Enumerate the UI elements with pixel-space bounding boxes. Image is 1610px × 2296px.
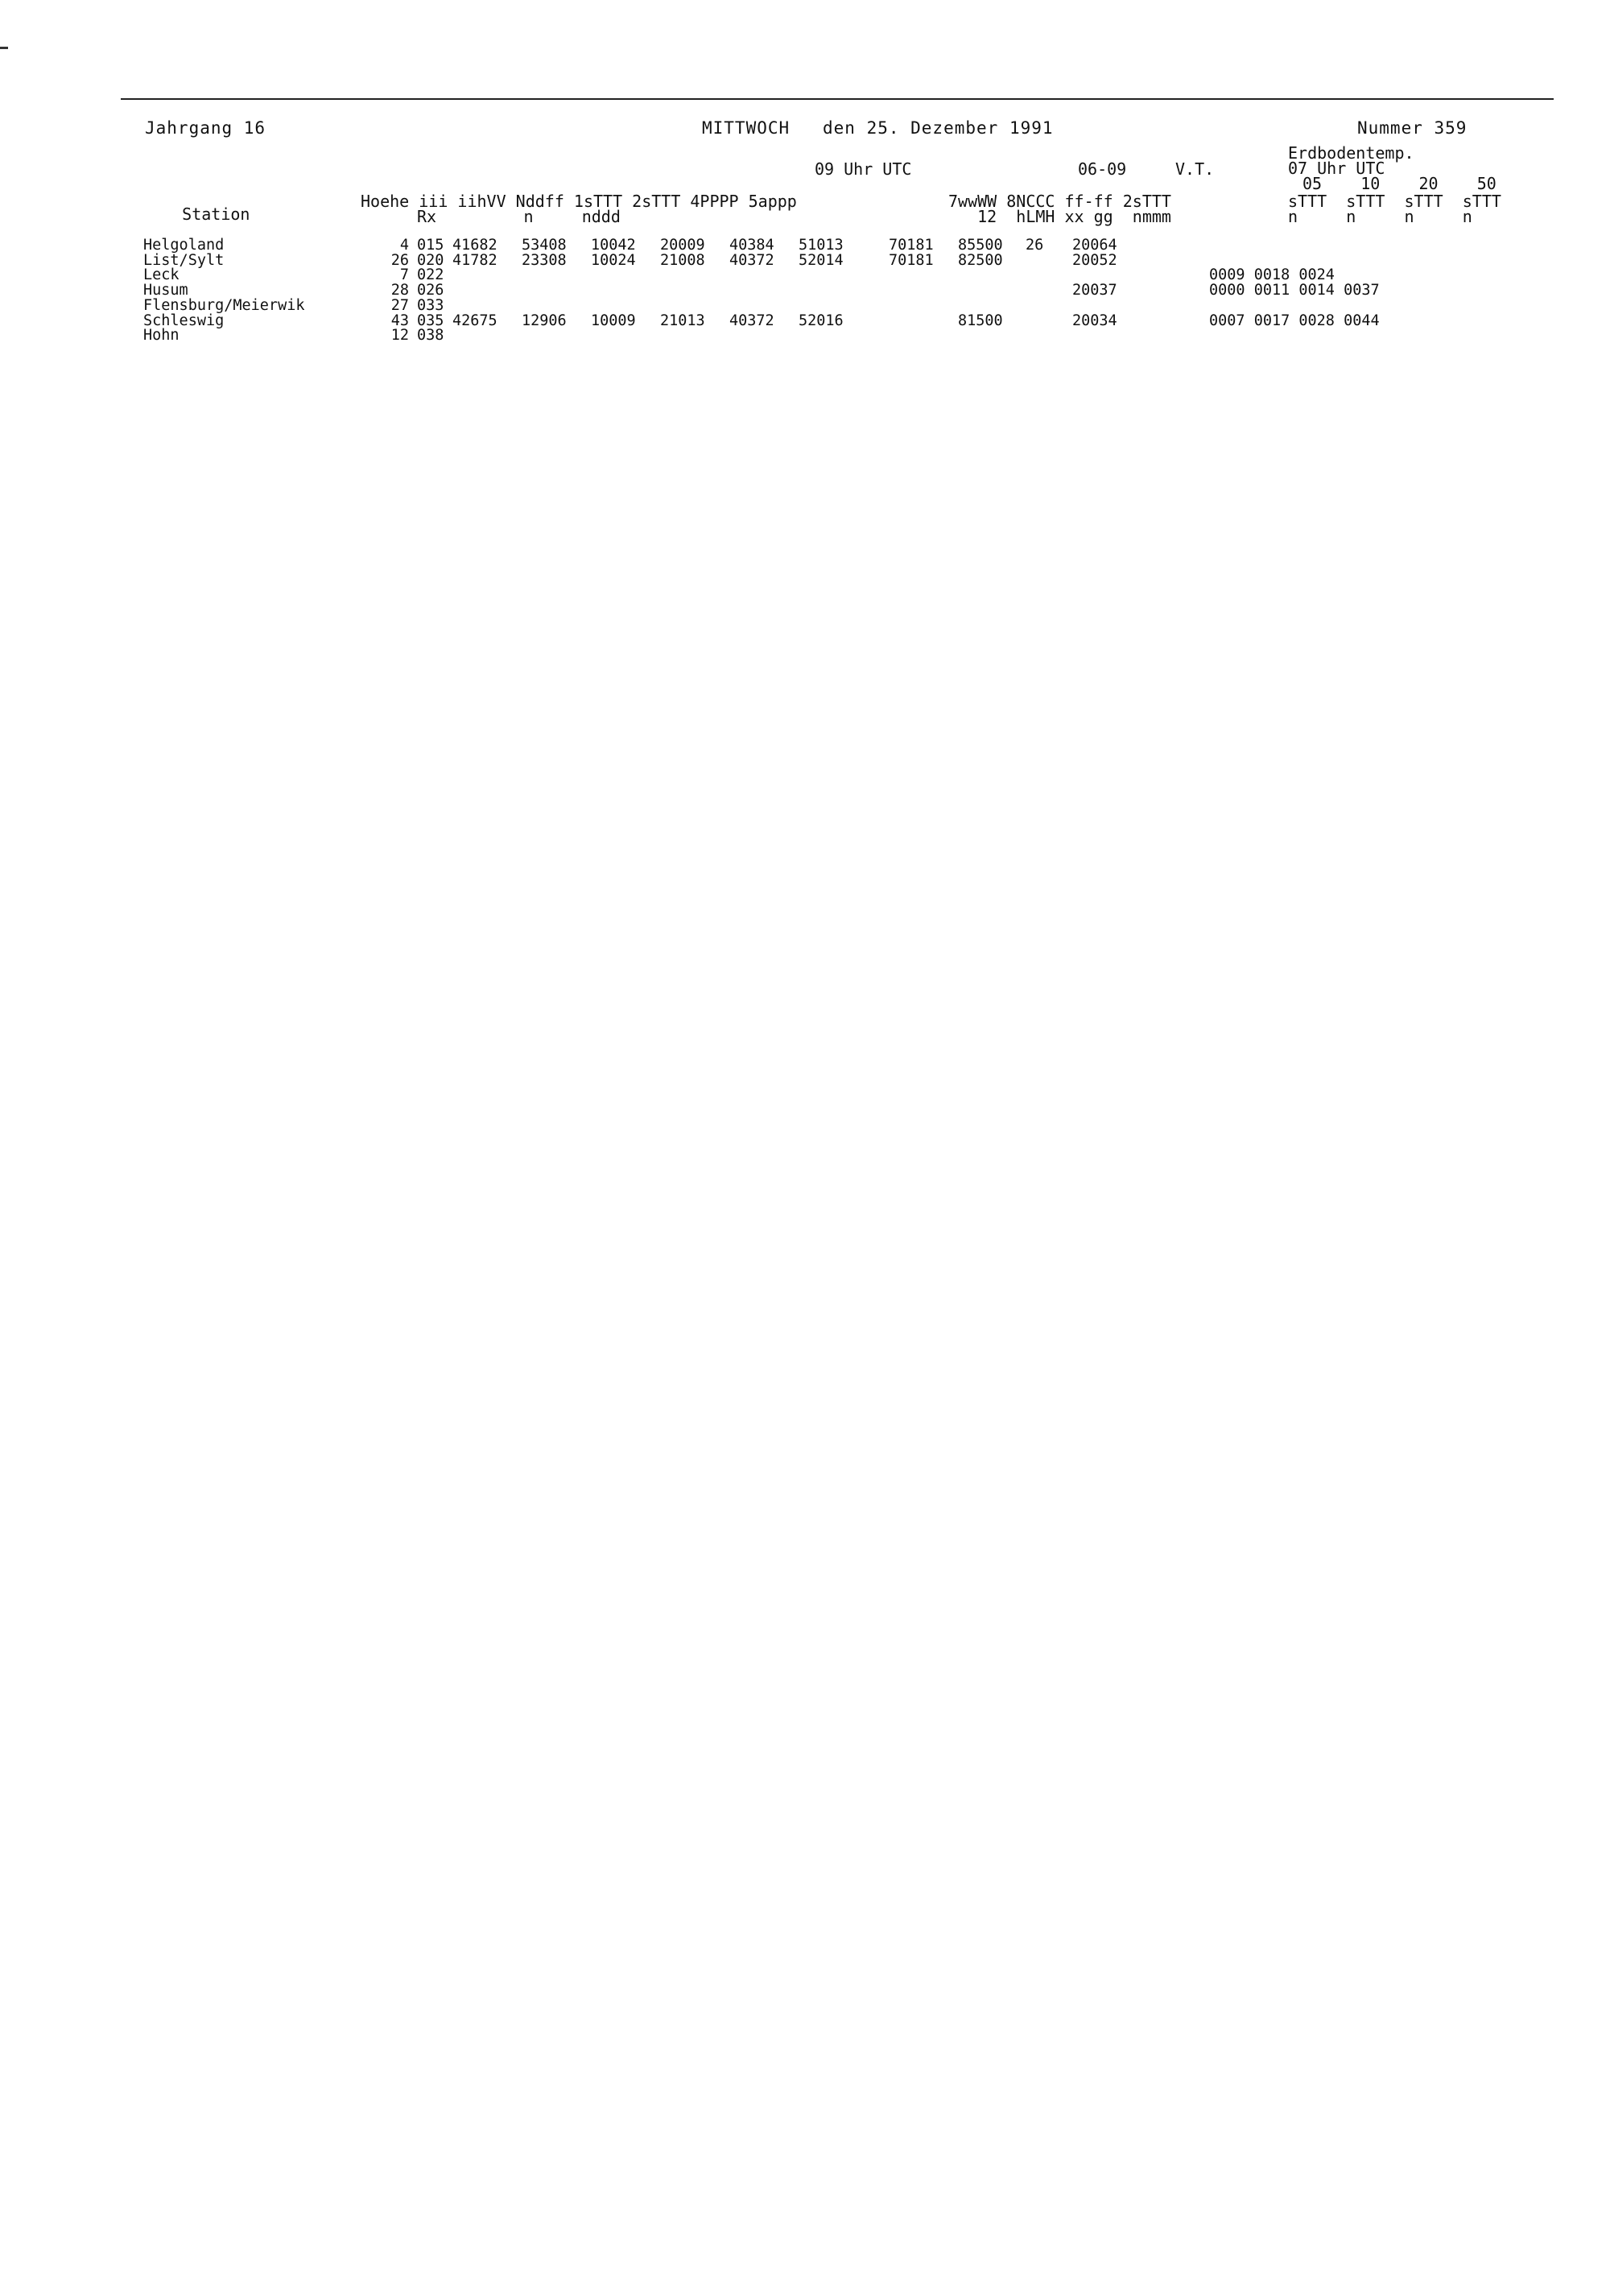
cell-a (452, 299, 522, 314)
cell-ncc (958, 268, 1026, 283)
cell-b (522, 299, 591, 314)
edge-mark (0, 47, 8, 49)
cell-hoehe: 43 (390, 312, 409, 329)
cell-station: Schleswig (143, 312, 225, 329)
year: 1991 (1009, 118, 1054, 138)
cell-e (729, 283, 799, 299)
year-label: Jahrgang 16 (145, 118, 266, 138)
col-soil1: sTTT sTTT sTTT sTTT (1288, 192, 1501, 211)
col-mid2: 12 hLMH xx gg nmmm (948, 207, 1171, 226)
column-headers (143, 192, 250, 237)
cell-ncc: 82500 (958, 251, 1003, 269)
cell-station: Flensburg/Meierwik (143, 296, 305, 314)
cell-c: 10009 (591, 312, 636, 329)
cell-soil: 0007 0017 0028 0044 (1209, 312, 1380, 329)
cell-d (660, 268, 729, 283)
cell-f (799, 299, 889, 314)
cell-ww (889, 314, 958, 329)
cell-a (452, 268, 522, 283)
cell-a (452, 283, 522, 299)
cell-station: List/Sylt (143, 251, 225, 269)
cell-ww (889, 268, 958, 283)
cell-iii: 033 (417, 296, 444, 314)
cell-ncc (958, 328, 1026, 344)
cell-d (660, 283, 729, 299)
cell-ff (1026, 314, 1072, 329)
table-row (143, 314, 1451, 329)
cell-e (729, 299, 799, 314)
cell-hoehe: 12 (390, 327, 409, 345)
cell-a: 42675 (452, 312, 497, 329)
cell-ncc (958, 283, 1026, 299)
cell-iii: 038 (417, 327, 444, 345)
cell-iii: 015 (417, 237, 444, 254)
cell-station: Hohn (143, 327, 180, 345)
cell-vt: 20037 (1072, 282, 1117, 299)
cell-station: Helgoland (143, 237, 225, 254)
cell-b (522, 328, 591, 344)
cell-a: 41782 (452, 251, 497, 269)
cell-ww: 70181 (889, 237, 934, 254)
cell-iii: 022 (417, 266, 444, 284)
cell-iii: 020 (417, 251, 444, 269)
col-mid1: 7wwWW 8NCCC ff-ff 2sTTT (948, 192, 1171, 211)
cell-soil: 0009 0018 0024 (1209, 266, 1335, 284)
cell-hoehe: 26 (390, 251, 409, 269)
cell-f (799, 328, 889, 344)
time-0609: 06-09 (1078, 159, 1127, 179)
cell-hoehe: 7 (399, 266, 409, 284)
number-label: Nummer 359 (1357, 118, 1468, 138)
cell-ww: 70181 (889, 251, 934, 269)
cell-b: 12906 (522, 312, 567, 329)
cell-d (660, 299, 729, 314)
cell-b: 23308 (522, 251, 567, 269)
cell-station: Leck (143, 266, 180, 284)
cell-f: 52016 (799, 312, 844, 329)
col-line2: Rx n nddd (417, 207, 621, 226)
weekday: MITTWOCH (702, 118, 791, 138)
cell-b (522, 283, 591, 299)
cell-ff: 26 (1026, 237, 1044, 254)
table-row (143, 238, 1451, 254)
cell-b: 53408 (522, 237, 567, 254)
cell-d (660, 328, 729, 344)
cell-ff (1026, 254, 1072, 269)
cell-c (591, 299, 660, 314)
cell-vt: 20064 (1072, 237, 1117, 254)
cell-ncc: 81500 (958, 312, 1003, 329)
cell-f: 52014 (799, 251, 844, 269)
col-soil2: n n n n (1288, 207, 1472, 226)
cell-ww (889, 299, 958, 314)
cell-station: Husum (143, 282, 188, 299)
cell-f: 51013 (799, 237, 844, 254)
col-line1: Hoehe iii iihVV Nddff 1sTTT 2sTTT 4PPPP 5appp (361, 192, 797, 211)
cell-e: 40372 (729, 251, 774, 269)
table-row (143, 328, 1451, 344)
time-09: 09 Uhr UTC (815, 159, 912, 179)
cell-ncc (958, 299, 1026, 314)
cell-vt (1072, 299, 1209, 314)
cell-vt: 20034 (1072, 312, 1117, 329)
cell-ff (1026, 268, 1072, 283)
erdboden-time: 07 Uhr UTC (1288, 159, 1385, 178)
cell-c (591, 283, 660, 299)
cell-vt: 20052 (1072, 251, 1117, 269)
cell-f (799, 283, 889, 299)
top-rule (121, 98, 1554, 100)
cell-d: 20009 (660, 237, 705, 254)
cell-hoehe: 28 (390, 282, 409, 299)
cell-ff (1026, 299, 1072, 314)
station-table (143, 238, 1451, 344)
cell-ncc: 85500 (958, 237, 1003, 254)
cell-soil (1209, 299, 1451, 314)
cell-e (729, 268, 799, 283)
date-label: den 25. Dezember (823, 118, 999, 138)
cell-e: 40372 (729, 312, 774, 329)
cell-e (729, 328, 799, 344)
cell-ww (889, 328, 958, 344)
cell-c: 10024 (591, 251, 636, 269)
col-station: Station (182, 204, 250, 224)
cell-soil (1209, 238, 1451, 254)
cell-a: 41682 (452, 237, 497, 254)
cell-hoehe: 27 (390, 296, 409, 314)
cell-a (452, 328, 522, 344)
cell-soil: 0000 0011 0014 0037 (1209, 282, 1380, 299)
cell-c (591, 328, 660, 344)
cell-vt (1072, 328, 1209, 344)
cell-iii: 026 (417, 282, 444, 299)
cell-c: 10042 (591, 237, 636, 254)
cell-ww (889, 283, 958, 299)
cell-ff (1026, 283, 1072, 299)
cell-ff (1026, 328, 1072, 344)
cell-iii: 035 (417, 312, 444, 329)
cell-hoehe: 4 (399, 237, 409, 254)
cell-c (591, 268, 660, 283)
cell-d: 21013 (660, 312, 705, 329)
cell-d: 21008 (660, 251, 705, 269)
erdboden-label: Erdbodentemp. (1288, 143, 1414, 163)
cell-e: 40384 (729, 237, 774, 254)
table-row (143, 299, 1451, 314)
vt-label: V.T. (1175, 159, 1215, 179)
cell-f (799, 268, 889, 283)
table-row (143, 283, 1451, 299)
cell-soil (1209, 328, 1451, 344)
cell-b (522, 268, 591, 283)
soil-depths: 05 10 20 50 (1302, 174, 1496, 193)
